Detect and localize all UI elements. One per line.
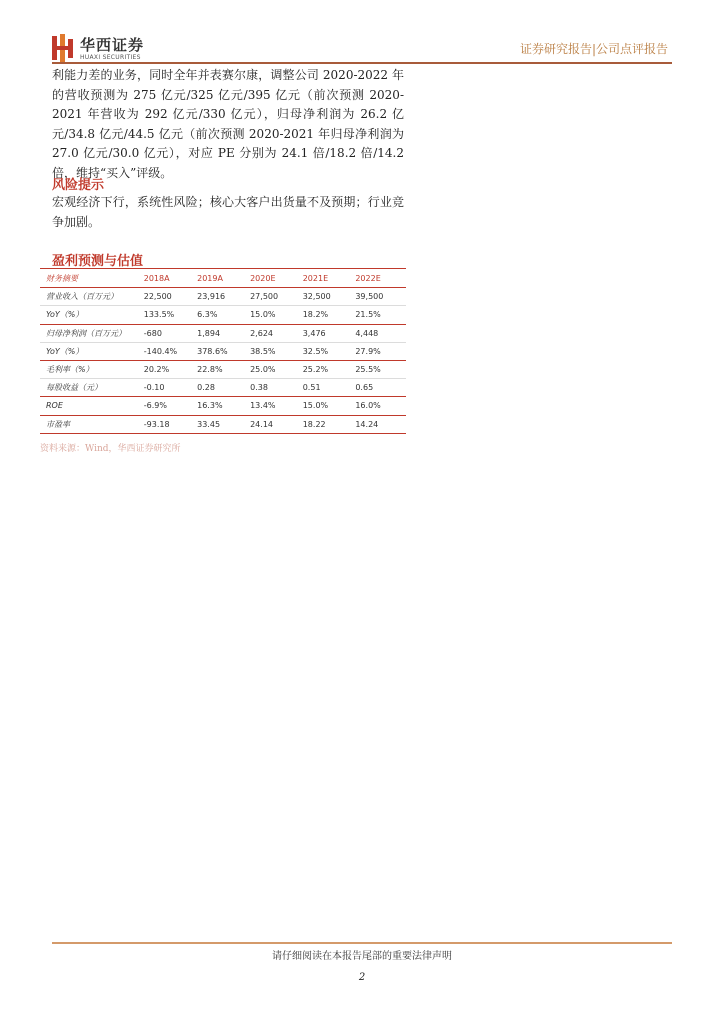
row-label: 营业收入（百万元） xyxy=(40,288,142,306)
table-cell: 33.45 xyxy=(195,415,248,433)
table-cell: -6.9% xyxy=(142,397,195,415)
table-header-cell: 2021E xyxy=(301,270,354,288)
huaxi-logo-icon xyxy=(52,34,74,62)
table-cell: 20.2% xyxy=(142,360,195,378)
table-cell: 0.65 xyxy=(353,379,406,397)
table-cell: 25.0% xyxy=(248,360,301,378)
table-cell: 14.24 xyxy=(353,415,406,433)
row-label: 毛利率（%） xyxy=(40,360,142,378)
legal-disclaimer-note: 请仔细阅读在本报告尾部的重要法律声明 xyxy=(272,951,452,962)
table-cell: 22.8% xyxy=(195,360,248,378)
table-cell: 32.5% xyxy=(301,342,354,360)
table-cell: 0.28 xyxy=(195,379,248,397)
page-number: 2 xyxy=(358,972,366,983)
table-cell: 6.3% xyxy=(195,306,248,324)
table-cell: 15.0% xyxy=(301,397,354,415)
table-row xyxy=(40,415,406,433)
risk-paragraph: 宏观经济下行，系统性风险；核心大客户出货量不及预期；行业竞争加剧。 xyxy=(52,195,404,229)
table-cell: 21.5% xyxy=(353,306,406,324)
table-cell: 18.2% xyxy=(301,306,354,324)
table-row xyxy=(40,342,406,360)
logo-english-name: HUAXI SECURITIES xyxy=(80,54,141,61)
financial-forecast-table xyxy=(40,270,406,434)
table-row xyxy=(40,397,406,415)
table-row xyxy=(40,324,406,342)
table-cell: -140.4% xyxy=(142,342,195,360)
table-cell: 0.38 xyxy=(248,379,301,397)
table-cell: 16.3% xyxy=(195,397,248,415)
logo-chinese-name: 华西证券 xyxy=(80,36,145,54)
row-label: YoY（%） xyxy=(40,342,142,360)
table-cell: -93.18 xyxy=(142,415,195,433)
row-label: 市盈率 xyxy=(40,415,142,433)
investment-summary-paragraph: 利能力差的业务，同时全年并表赛尔康，调整公司 2020-2022 年的营收预测为 275 亿元/325 亿元/395 亿元（前次预测 2020-2021 年营收为 292 亿元/330 亿元），归母净利润为 26.2 亿元/34.8 亿元/44.5 亿元（前次预测 2020-2021 年归母净利润为 27.0 亿元/30.0 亿元），对应 PE 分别为 24.1 倍/18.2 倍/14.2 倍，维持“买入”评级。 xyxy=(52,68,404,180)
table-cell: 2,624 xyxy=(248,324,301,342)
table-row xyxy=(40,288,406,306)
table-row xyxy=(40,360,406,378)
table-cell: 0.51 xyxy=(301,379,354,397)
table-cell: -0.10 xyxy=(142,379,195,397)
table-header-cell: 2019A xyxy=(195,270,248,288)
row-label: ROE xyxy=(40,397,142,415)
table-cell: 25.2% xyxy=(301,360,354,378)
row-label: YoY（%） xyxy=(40,306,142,324)
table-title-rule xyxy=(40,268,406,269)
table-source-note: 资料来源：Wind，华西证券研究所 xyxy=(40,444,181,454)
table-cell: 133.5% xyxy=(142,306,195,324)
header-divider xyxy=(52,62,672,64)
risk-section-title: 风险提示 xyxy=(52,178,105,193)
table-cell: 24.14 xyxy=(248,415,301,433)
table-cell: 4,448 xyxy=(353,324,406,342)
forecast-table-title: 盈利预测与估值 xyxy=(52,254,144,269)
table-cell: 27,500 xyxy=(248,288,301,306)
table-cell: 13.4% xyxy=(248,397,301,415)
table-cell: 32,500 xyxy=(301,288,354,306)
table-header-cell: 2020E xyxy=(248,270,301,288)
table-row xyxy=(40,306,406,324)
table-header-cell: 2018A xyxy=(142,270,195,288)
row-label: 归母净利润（百万元） xyxy=(40,324,142,342)
report-type-label: 证券研究报告|公司点评报告 xyxy=(519,42,668,56)
table-cell: 18.22 xyxy=(301,415,354,433)
table-header-row xyxy=(40,270,406,288)
table-cell: 22,500 xyxy=(142,288,195,306)
table-header-cell: 财务摘要 xyxy=(40,270,142,288)
table-cell: 1,894 xyxy=(195,324,248,342)
table-cell: -680 xyxy=(142,324,195,342)
table-cell: 27.9% xyxy=(353,342,406,360)
table-cell: 23,916 xyxy=(195,288,248,306)
table-cell: 378.6% xyxy=(195,342,248,360)
table-header-cell: 2022E xyxy=(353,270,406,288)
table-cell: 38.5% xyxy=(248,342,301,360)
table-cell: 39,500 xyxy=(353,288,406,306)
table-cell: 3,476 xyxy=(301,324,354,342)
table-row xyxy=(40,379,406,397)
row-label: 每股收益（元） xyxy=(40,379,142,397)
table-cell: 15.0% xyxy=(248,306,301,324)
table-cell: 16.0% xyxy=(353,397,406,415)
footer-divider xyxy=(52,942,672,944)
table-cell: 25.5% xyxy=(353,360,406,378)
company-logo xyxy=(52,33,162,63)
